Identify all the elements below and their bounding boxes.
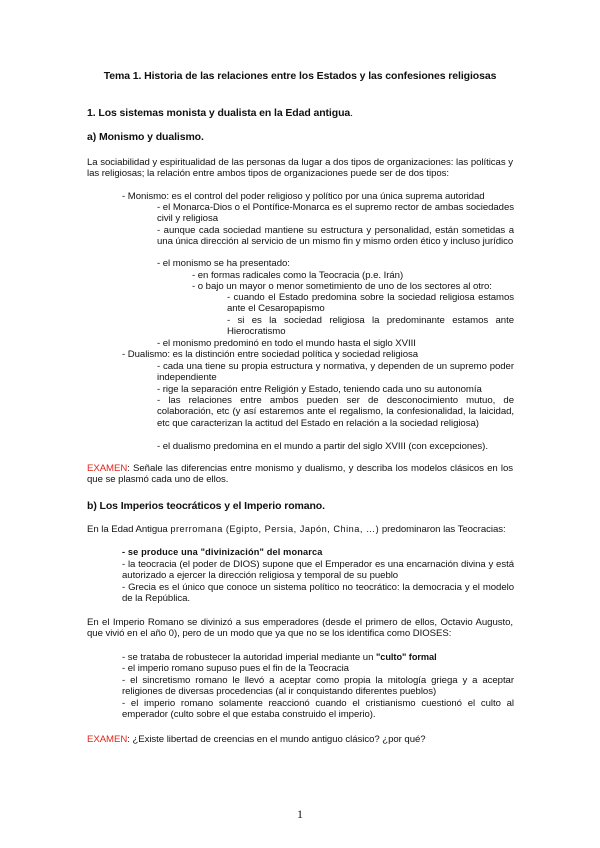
dualismo-definition: - Dualismo: es la distinción entre sociedad política y sociedad religiosa bbox=[122, 349, 419, 360]
intro-text-pre: En la Edad Antigua bbox=[87, 524, 171, 535]
dualismo-point-2: - rige la separación entre Religión y Estado, teniendo cada uno su autonomía bbox=[157, 384, 482, 395]
section-1-heading-text: 1. Los sistemas monista y dualista en la Edad antigua bbox=[87, 107, 351, 119]
dualismo-point-3: - las relaciones entre ambos pueden ser de desconocimiento mutuo, de colaboración, etc (y así estaremos ante el regalismo, la confesionalidad, la laicidad, etc que caracterizan la actitud del Estado en relación a la sociedad religiosa) bbox=[157, 395, 514, 429]
intro-text-post: predominaron las Teocracias: bbox=[379, 524, 506, 535]
roma-point-1-highlight: "culto" formal bbox=[376, 652, 437, 662]
section-1-heading bbox=[87, 107, 353, 119]
subsection-a-heading: a) Monismo y dualismo. bbox=[87, 131, 204, 143]
monismo-point-3b1: - cuando el Estado predomina sobre la sociedad religiosa estamos ante el Cesaropapismo bbox=[227, 292, 514, 315]
roma-intro: En el Imperio Romano se divinizó a sus emperadores (desde el primero de ellos, Octavio Augusto, que vivió en el año 0), pero de un modo que ya que no se los identifica como DIOSES: bbox=[87, 617, 513, 640]
dualismo-point-4: - el dualismo predomina en el mundo a partir del siglo XVIII (con excepciones). bbox=[157, 441, 488, 452]
monismo-definition: - Monismo: es el control del poder religioso y político por una única suprema autoridad bbox=[122, 191, 485, 202]
monismo-point-3b: - o bajo un mayor o menor sometimiento de uno de los sectores al otro: bbox=[192, 281, 492, 292]
monismo-point-3a: - en formas radicales como la Teocracia (p.e. Irán) bbox=[192, 270, 404, 281]
monismo-point-3b2: - si es la sociedad religiosa la predominante estamos ante Hierocratismo bbox=[227, 315, 514, 338]
section-1-heading-dot: . bbox=[350, 107, 353, 119]
intro-text-highlight: prerromana (Egipto, Persia, Japón, China, …) bbox=[170, 524, 380, 534]
monismo-point-3: - el monismo se ha presentado: bbox=[157, 258, 290, 269]
exam-question-text: : Señale las diferencias entre monismo y dualismo, y describa los modelos clásicos en los que se plasmó cada uno de ellos. bbox=[87, 463, 513, 486]
roma-point-1-text: - se trataba de robustecer la autoridad imperial mediante un bbox=[122, 652, 376, 663]
exam-label: EXAMEN bbox=[87, 463, 128, 474]
teocracia-point-1: - se produce una "divinización" del monarca bbox=[122, 547, 323, 557]
monismo-point-2: - aunque cada sociedad mantiene su estructura y personalidad, están sometidas a una única dirección al servicio de un mismo fin y mismo orden ético y incluso jurídico bbox=[157, 225, 514, 248]
dualismo-point-1: - cada una tiene su propia estructura y normativa, y dependen de un supremo poder independiente bbox=[157, 361, 514, 384]
exam-question-2-text: : ¿Existe libertad de creencias en el mundo antiguo clásico? ¿por qué? bbox=[127, 734, 426, 745]
roma-point-4: - el imperio romano solamente reaccionó cuando el cristianismo cuestionó el culto al emperador (culto sobre el que estaba construido el imperio). bbox=[122, 698, 514, 721]
exam-question-1 bbox=[87, 463, 513, 486]
exam-question-2 bbox=[87, 734, 513, 745]
roma-point-1 bbox=[122, 652, 514, 663]
document-title: Tema 1. Historia de las relaciones entre los Estados y las confesiones religiosas bbox=[103, 70, 497, 82]
page-number: 1 bbox=[297, 807, 303, 821]
intro-paragraph: La sociabilidad y espiritualidad de las personas da lugar a dos tipos de organizaciones: las políticas y las religiosas; la relación entre ambos tipos de organizaciones puede ser de dos tipos: bbox=[87, 157, 513, 180]
teocracia-point-2: - la teocracia (el poder de DIOS) supone que el Emperador es una encarnación divina y está autorizado a ejercer la dirección religiosa y temporal de su pueblo bbox=[122, 559, 514, 582]
exam-label-2: EXAMEN bbox=[87, 734, 128, 745]
subsection-b-heading: b) Los Imperios teocráticos y el Imperio romano. bbox=[87, 500, 325, 512]
monismo-point-4: - el monismo predominó en todo el mundo hasta el siglo XVIII bbox=[157, 338, 416, 349]
teocracias-intro bbox=[87, 524, 513, 535]
monismo-point-1: - el Monarca-Dios o el Pontífice-Monarca es el supremo rector de ambas sociedades civil y religiosa bbox=[157, 202, 514, 225]
teocracia-point-3: - Grecia es el único que conoce un sistema político no teocrático: la democracia y el modelo de la República. bbox=[122, 582, 514, 605]
roma-point-3: - el sincretismo romano le llevó a aceptar como propia la mitología griega y a aceptar religiones de diversas procedencias (al ir conquistando diferentes pueblos) bbox=[122, 675, 514, 698]
roma-point-2: - el imperio romano supuso pues el fin de la Teocracia bbox=[122, 663, 349, 674]
